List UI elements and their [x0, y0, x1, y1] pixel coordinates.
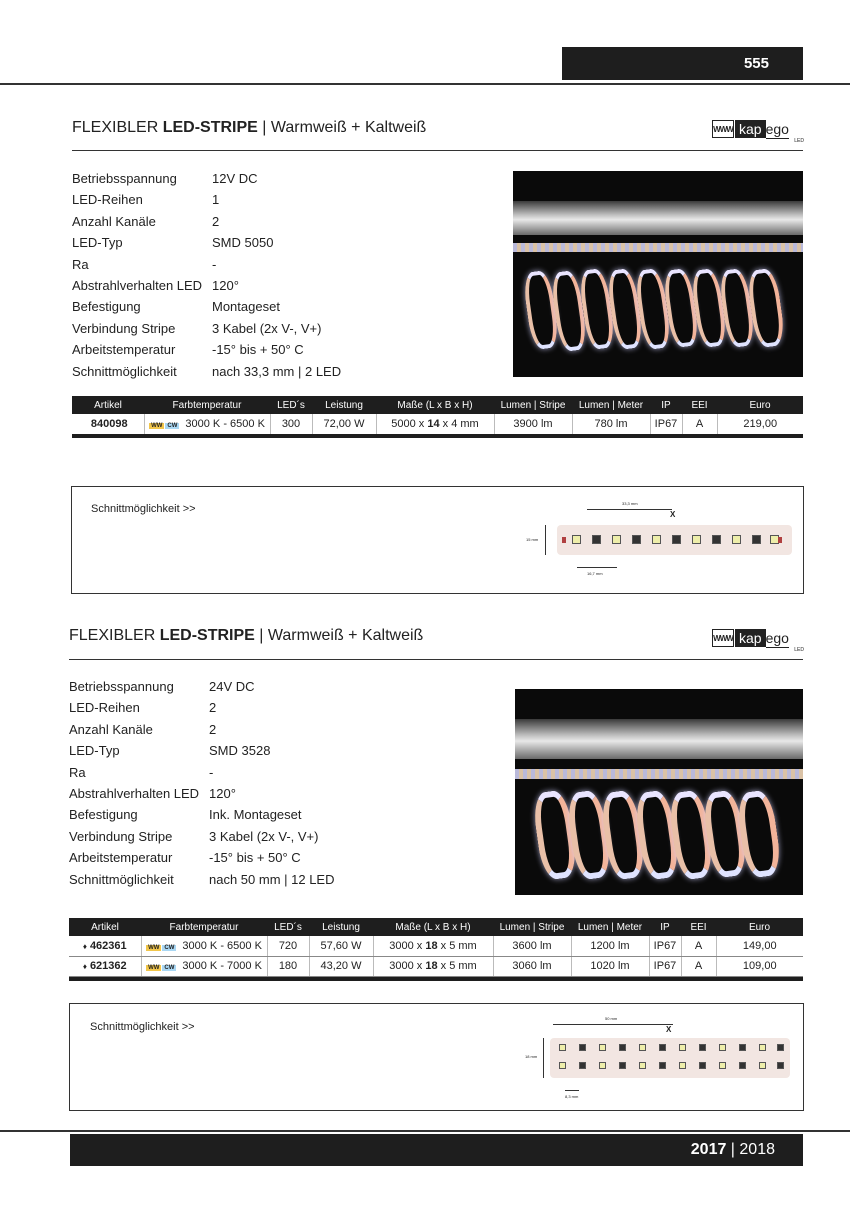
product-photo [513, 171, 803, 377]
farbtemperatur-cell [141, 956, 267, 976]
top-rule [0, 83, 850, 85]
ww-badge: WW [151, 422, 163, 429]
spec-row [69, 847, 335, 868]
spec-row [72, 254, 341, 275]
kapego-logo: WWW kap ego LED [713, 120, 804, 144]
table-header-cell: Euro [717, 396, 803, 414]
spec-key: LED-Reihen [69, 700, 140, 716]
artikel-number: 621362 [89, 960, 127, 972]
lumen-meter-cell: 780 lm [572, 414, 650, 434]
new-marker: ♦ [82, 941, 87, 951]
table-header-cell: Lumen | Meter [571, 918, 649, 936]
table-header-cell: Farbtemperatur [141, 918, 267, 936]
spec-row [72, 339, 341, 360]
table-header-cell: Farbtemperatur [144, 396, 270, 414]
spec-row [72, 296, 341, 317]
spec-row [72, 275, 341, 296]
cut-diagram-box [69, 1003, 804, 1111]
spec-value: 2 [209, 721, 217, 737]
dim-top: 33,3 mm [622, 501, 638, 506]
spec-row [72, 232, 341, 253]
artikel-cell [69, 936, 141, 956]
spec-value: 3 Kabel (2x V-, V+) [212, 320, 322, 336]
spec-row [69, 783, 335, 804]
spec-row [72, 318, 341, 339]
spec-value: 120° [212, 277, 239, 293]
spec-key: Befestigung [72, 299, 141, 315]
spec-value: 12V DC [212, 171, 258, 186]
leistung-cell: 72,00 W [312, 414, 376, 434]
farbtemperatur-cell [141, 936, 267, 956]
spec-row [69, 826, 335, 847]
leds-cell: 180 [267, 956, 309, 976]
ww-badge: WW [148, 944, 160, 951]
dim-side: 18 mm [525, 1054, 538, 1059]
euro-cell: 109,00 [716, 956, 803, 976]
table-header-cell: IP [649, 918, 681, 936]
spec-key: Verbindung Stripe [69, 828, 173, 844]
table-header-cell: Maße (L x B x H) [373, 918, 493, 936]
spec-row [69, 697, 335, 718]
leds-cell: 720 [267, 936, 309, 956]
table-row [72, 414, 803, 434]
eei-cell: A [681, 936, 716, 956]
spec-value: Montageset [212, 299, 280, 315]
table-header-cell: Leistung [309, 918, 373, 936]
artikel-cell [69, 956, 141, 976]
spec-value: Ink. Montageset [209, 807, 302, 823]
spec-row [69, 740, 335, 761]
artikel-cell [72, 414, 144, 434]
spec-row [69, 762, 335, 783]
table-header-cell: LED´s [270, 396, 312, 414]
masse-cell: 5000 x 14 x 4 mm [376, 414, 494, 434]
spec-value: 120° [209, 785, 236, 801]
farbtemperatur-cell [144, 414, 270, 434]
spec-list [72, 168, 341, 382]
cw-badge: CW [167, 422, 178, 429]
masse-cell: 3000 x 18 x 5 mm [373, 936, 493, 956]
spec-value: 3 Kabel (2x V-, V+) [209, 828, 319, 844]
spec-key: Anzahl Kanäle [72, 213, 156, 229]
table-header-cell: Euro [716, 918, 803, 936]
table-header-cell: Lumen | Meter [572, 396, 650, 414]
spec-value: nach 33,3 mm | 2 LED [212, 363, 342, 379]
table-header-cell: Maße (L x B x H) [376, 396, 494, 414]
spec-row [69, 719, 335, 740]
euro-cell: 219,00 [717, 414, 803, 434]
farbtemperatur-value: 3000 K - 7000 K [182, 960, 262, 972]
section-title: FLEXIBLER LED-STRIPE | Warmweiß + Kaltweiß [72, 119, 427, 136]
table-end-bar [72, 434, 803, 438]
lumen-stripe-cell: 3060 lm [493, 956, 571, 976]
spec-value: nach 50 mm | 12 LED [209, 871, 335, 887]
spec-row [72, 168, 341, 189]
page-number: 555 [562, 47, 803, 80]
leistung-cell: 57,60 W [309, 936, 373, 956]
eei-cell: A [682, 414, 717, 434]
table-header-cell: IP [650, 396, 682, 414]
masse-cell: 3000 x 18 x 5 mm [373, 956, 493, 976]
leistung-cell: 43,20 W [309, 956, 373, 976]
spec-key: Schnittmöglichkeit [69, 871, 174, 887]
spec-key: LED-Typ [69, 743, 120, 759]
farbtemperatur-value: 3000 K - 6500 K [185, 417, 265, 430]
eei-cell: A [681, 956, 716, 976]
section-rule [69, 659, 803, 660]
cut-diagram [526, 499, 797, 589]
spec-key: Befestigung [69, 807, 138, 823]
ip-cell: IP67 [649, 936, 681, 956]
table-header-cell: EEI [681, 918, 716, 936]
cut-label: Schnittmöglichkeit >> [91, 503, 196, 515]
spec-value: - [209, 764, 214, 780]
spec-key: Ra [69, 764, 86, 780]
spec-value: SMD 3528 [209, 743, 271, 759]
footer-year-bar: 2017 | 2018 [70, 1134, 803, 1166]
cut-diagram-box [71, 486, 804, 594]
spec-list [69, 676, 335, 890]
artikel-number: 462361 [89, 939, 127, 952]
table-header-cell: Artikel [72, 396, 144, 414]
spec-row [72, 189, 341, 210]
new-marker: ♦ [82, 962, 87, 971]
leds-cell: 300 [270, 414, 312, 434]
cw-badge: CW [164, 965, 175, 971]
kapego-logo: WWW kap ego LED [713, 629, 804, 653]
cut-mark: X [670, 510, 676, 519]
ip-cell: IP67 [650, 414, 682, 434]
spec-row [72, 361, 341, 382]
spec-key: Abstrahlverhalten LED [69, 785, 200, 801]
product-photo [515, 689, 803, 895]
spec-key: Schnittmöglichkeit [72, 363, 177, 379]
lumen-stripe-cell: 3600 lm [493, 936, 571, 956]
ww-badge: WW [148, 965, 160, 971]
spec-key: Arbeitstemperatur [69, 850, 173, 866]
dim-bottom: 16,7 mm [587, 571, 603, 576]
table-header-cell: Lumen | Stripe [494, 396, 572, 414]
spec-value: SMD 5050 [212, 235, 274, 251]
product-table [69, 918, 803, 977]
spec-value: 2 [212, 213, 220, 229]
table-header-cell: Lumen | Stripe [493, 918, 571, 936]
spec-row [69, 676, 335, 697]
farbtemperatur-value: 3000 K - 6500 K [182, 939, 262, 952]
section-title: FLEXIBLER LED-STRIPE | Warmweiß + Kaltweiß [69, 627, 424, 644]
spec-key: Verbindung Stripe [72, 320, 176, 336]
spec-row [69, 804, 335, 825]
lumen-meter-cell: 1020 lm [571, 956, 649, 976]
spec-value: 24V DC [209, 679, 255, 694]
spec-key: Betriebsspannung [69, 679, 174, 694]
spec-value: -15° bis + 50° C [209, 850, 301, 866]
table-header-cell: Artikel [69, 918, 141, 936]
section-rule [72, 150, 803, 151]
lumen-stripe-cell: 3900 lm [494, 414, 572, 434]
dim-top: 50 mm [605, 1016, 618, 1021]
spec-value: 1 [212, 192, 220, 208]
spec-row [72, 211, 341, 232]
dim-bottom: 8,3 mm [565, 1094, 579, 1099]
lumen-meter-cell: 1200 lm [571, 936, 649, 956]
table-header-cell: LED´s [267, 918, 309, 936]
spec-key: Anzahl Kanäle [69, 721, 153, 737]
spec-key: Betriebsspannung [72, 171, 177, 186]
cut-label: Schnittmöglichkeit >> [90, 1021, 195, 1033]
spec-key: Arbeitstemperatur [72, 342, 176, 358]
spec-row [69, 869, 335, 890]
spec-value: 2 [209, 700, 217, 716]
table-header-cell: EEI [682, 396, 717, 414]
spec-key: Ra [72, 256, 89, 272]
spec-value: - [212, 256, 217, 272]
euro-cell: 149,00 [716, 936, 803, 956]
spec-key: Abstrahlverhalten LED [72, 277, 203, 293]
table-row [69, 956, 803, 976]
spec-key: LED-Reihen [72, 192, 143, 208]
spec-value: -15° bis + 50° C [212, 342, 304, 358]
spec-key: LED-Typ [72, 235, 123, 251]
cw-badge: CW [164, 944, 175, 951]
table-end-bar [69, 977, 803, 981]
ip-cell: IP67 [649, 956, 681, 976]
table-header-cell: Leistung [312, 396, 376, 414]
cut-mark: X [666, 1025, 672, 1034]
table-row [69, 936, 803, 956]
artikel-number: 840098 [90, 417, 128, 430]
product-table [72, 396, 803, 435]
cut-diagram [525, 1014, 795, 1106]
dim-side: 15 mm [526, 537, 539, 542]
bottom-rule [0, 1130, 850, 1132]
